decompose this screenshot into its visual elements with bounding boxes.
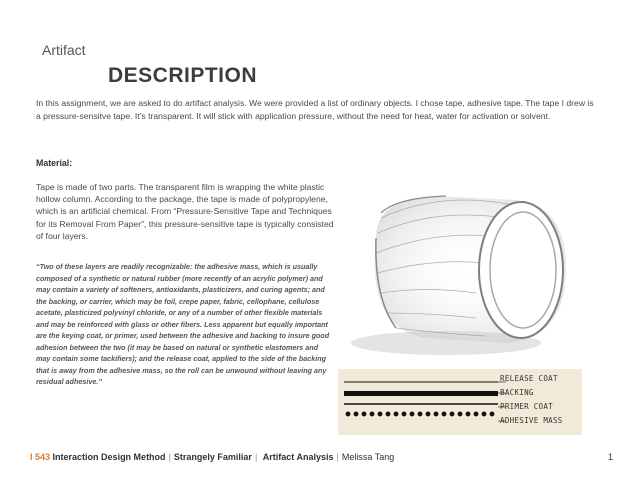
tape-roll-drawing	[336, 178, 586, 363]
author-name: Melissa Tang	[341, 452, 395, 462]
layer-label-adhesive: ADHESIVE MASS	[500, 416, 563, 425]
section-kicker: Artifact	[42, 42, 86, 58]
page-number: 1	[607, 452, 613, 462]
assignment-name: Artifact Analysis	[262, 452, 334, 462]
material-quote: “Two of these layers are readily recognizable: the adhesive mass, which is usually composed of a synthetic or natural rubber (more recently of an acrylic polymer) and may contain a variety of softeners, antioxidants, plasticizers, and curing agents; and the backing, or carrier, which may be foil, crepe paper, fabric, cellophane, cellulose acetate, plasticized polyvinyl chloride, or any of a number of other flexible materials and may be reinforced with glass or other fibers. Less apparent but equally important are the keying coat, or primer, used between the adhesive and backing to insure good adhesion between the two (it may be based on natural or synthetic elastomers and may contain some tackifiers); and the release coat, applied to the side of the backing that is away from the adhesive mass, so the roll can be unwound without leaving any residual adhesive.”	[36, 262, 330, 386]
material-paragraph: Tape is made of two parts. The transparent film is wrapping the white plastic hollow column. According to the package, the tape is made of polypropylene, which is an artificial chemical. From “Pressure-Sensitive Tape and Techniques for its Removal From Paper”, this pressure-sensitive tape is typically consisted of four layers.	[36, 182, 334, 241]
layer-label-backing: BACKING	[500, 388, 534, 397]
course-number: I 543	[30, 452, 51, 462]
layer-label-primer: PRIMER COAT	[500, 402, 553, 411]
layer-label-release: RELEASE COAT	[500, 374, 558, 383]
project-name: Strangely Familiar	[173, 452, 252, 462]
page-footer: I 543 Interaction Design Method | Strangely Familiar | Artifact Analysis | Melissa Tang	[30, 452, 395, 462]
intro-paragraph: In this assignment, we are asked to do artifact analysis. We were provided a list of ordinary objects. I chose tape, adhesive tape. The tape I drew is a pressure-sensitve tape. It’s transparent. It will stick with application pressure, without the need for heat, water for activation or solvent.	[36, 98, 594, 121]
page-title: DESCRIPTION	[108, 64, 258, 87]
material-heading: Material:	[36, 158, 73, 168]
course-name: Interaction Design Method	[52, 452, 166, 462]
